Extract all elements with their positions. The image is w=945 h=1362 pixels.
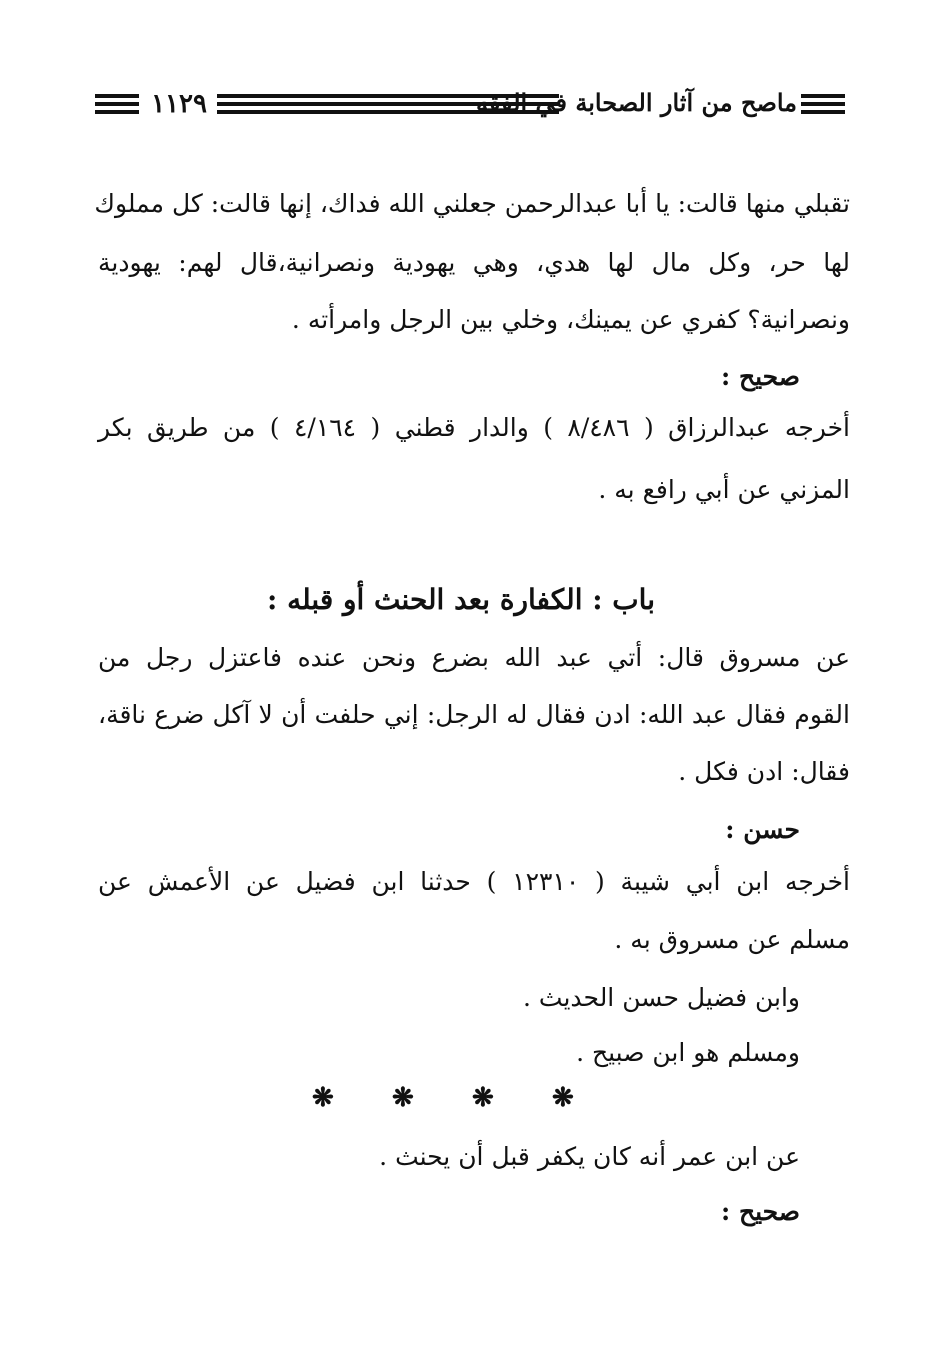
- star-ornament-icon: ❋: [552, 1083, 574, 1113]
- star-ornament-icon: ❋: [472, 1083, 494, 1113]
- header-rule-left: [95, 94, 139, 120]
- page-header: [95, 86, 845, 126]
- takhrij-line: مسلم عن مسروق به .: [614, 925, 850, 954]
- page-number: ١١٢٩: [151, 89, 207, 119]
- note-line: ومسلم هو ابن صبيح .: [576, 1038, 800, 1067]
- text-line: عن مسروق قال: أتي عبد الله بضرع ونحن عنده فاعتزل رجل من: [98, 643, 850, 672]
- text-line: القوم فقال عبد الله: ادن فقال له الرجل: إني حلفت أن لا آكل ضرع ناقة،: [98, 700, 850, 729]
- text-line: تقبلي منها قالت: يا أبا عبدالرحمن جعلني الله فداك، إنها قالت: كل مملوك: [94, 189, 850, 218]
- text-line: فقال: ادن فكل .: [678, 757, 850, 786]
- star-ornament-icon: ❋: [312, 1083, 334, 1113]
- header-rule-right: [801, 94, 845, 120]
- hadith-grade: حسن :: [725, 815, 800, 844]
- note-line: وابن فضيل حسن الحديث .: [523, 983, 800, 1012]
- hadith-grade: صحيح :: [721, 1197, 800, 1226]
- running-title: ماصح من آثار الصحابة في الفقه: [476, 88, 797, 117]
- hadith-grade: صحيح :: [721, 362, 800, 391]
- takhrij-line: أخرجه عبدالرزاق ( ٨/٤٨٦ ) والدار قطني ( ٤/١٦٤ ) من طريق بكر: [98, 413, 850, 442]
- takhrij-line: المزني عن أبي رافع به .: [598, 475, 850, 504]
- text-line: عن ابن عمر أنه كان يكفر قبل أن يحنث .: [379, 1142, 800, 1171]
- section-separator: [310, 1078, 590, 1118]
- text-line: لها حر، وكل مال لها هدي، وهي يهودية ونصرانية،قال لهم: يهودية: [98, 248, 850, 277]
- chapter-heading: باب : الكفارة بعد الحنث أو قبله :: [267, 583, 655, 616]
- text-line: ونصرانية؟ كفري عن يمينك، وخلي بين الرجل وامرأته .: [291, 305, 850, 334]
- takhrij-line: أخرجه ابن أبي شيبة ( ١٢٣١٠ ) حدثنا ابن فضيل عن الأعمش عن: [98, 867, 850, 896]
- star-ornament-icon: ❋: [392, 1083, 414, 1113]
